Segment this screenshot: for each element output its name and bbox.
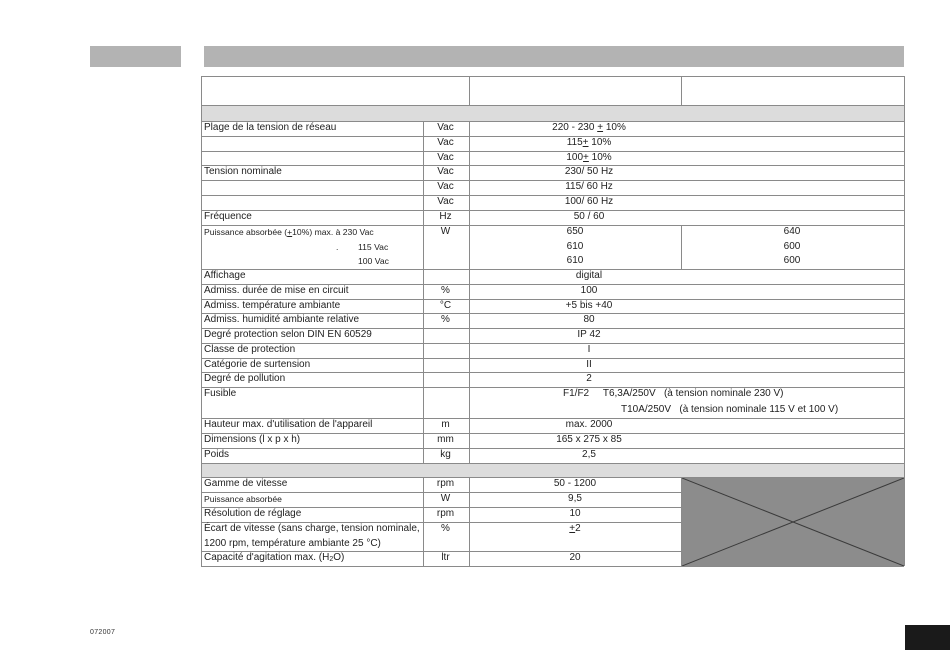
row-label-gamme: Gamme de vitesse <box>204 478 288 489</box>
value-nom-1: 230/ 50 Hz <box>564 166 614 177</box>
value-fusible-2: T10A/250V (à tension nominale 115 V et 100 V) <box>621 404 839 415</box>
unit-ecart: % <box>441 523 450 534</box>
row-label-temperature: Admiss. température ambiante <box>204 300 341 311</box>
row-label-puissance-115: 115 Vac <box>358 242 389 252</box>
value-plage-3: 100+ 10% <box>566 152 612 163</box>
unit-poids: kg <box>440 449 451 460</box>
row-label-puissance-2: Puissance absorbée <box>204 494 282 504</box>
unit-nom-2: Vac <box>437 181 454 192</box>
value-duree: 100 <box>580 285 598 296</box>
unit-temperature: °C <box>439 300 452 311</box>
row-label-frequence: Fréquence <box>204 211 252 222</box>
value-puissance-2: 610 <box>566 241 584 252</box>
value-ecart: +2 <box>569 523 581 534</box>
value-dimensions: 165 x 275 x 85 <box>556 434 622 445</box>
value-puissance-3: 610 <box>566 255 584 266</box>
unit-hauteur: m <box>441 419 450 430</box>
value-puissance-alt-2: 600 <box>783 241 801 252</box>
value-ip: IP 42 <box>577 329 601 340</box>
value-classe: I <box>587 344 591 355</box>
value-poids: 2,5 <box>582 449 596 460</box>
value-capacite: 20 <box>569 552 581 563</box>
row-label-pollution: Degré de pollution <box>204 373 286 384</box>
value-resolution: 10 <box>569 508 581 519</box>
value-affichage: digital <box>575 270 603 281</box>
row-label-hauteur: Hauteur max. d'utilisation de l'appareil <box>204 419 373 430</box>
unit-dimensions: mm <box>437 434 454 445</box>
unit-gamme: rpm <box>436 478 455 489</box>
unit-puissance: W <box>440 226 451 237</box>
section-header-bar <box>204 46 904 67</box>
value-nom-2: 115/ 60 Hz <box>565 181 613 192</box>
row-label-puissance: Puissance absorbée (+10%) max. à 230 Vac <box>204 227 374 237</box>
row-label-ecart-2: 1200 rpm, température ambiante 25 °C) <box>204 538 381 549</box>
value-plage-2: 115+ 10% <box>566 137 612 148</box>
value-plage-1: 220 - 230 + 10% <box>552 122 626 133</box>
value-puissance-alt-3: 600 <box>783 255 801 266</box>
unit-humidite: % <box>441 314 450 325</box>
value-nom-3: 100/ 60 Hz <box>564 196 614 207</box>
row-label-puissance-100: 100 Vac <box>358 256 389 266</box>
value-categorie: II <box>586 359 592 370</box>
unit-puissance-2: W <box>440 493 451 504</box>
value-hauteur: max. 2000 <box>565 419 613 430</box>
section-shade-stirrer <box>201 463 904 477</box>
row-label-humidite: Admiss. humidité ambiante relative <box>204 314 360 325</box>
row-label-classe: Classe de protection <box>204 344 296 355</box>
value-gamme: 50 - 1200 <box>553 478 597 489</box>
unit-plage-2: Vac <box>437 137 454 148</box>
row-label-dimensions: Dimensions (l x p x h) <box>204 434 301 445</box>
row-label-categorie: Catégorie de surtension <box>204 359 311 370</box>
row-label-poids: Poids <box>204 449 230 460</box>
document-code: 072007 <box>90 629 116 636</box>
page-marker <box>905 625 950 650</box>
value-temperature: +5 bis +40 <box>565 300 613 311</box>
row-label-puissance-dot: . <box>336 242 339 252</box>
unit-capacite: ltr <box>441 552 450 563</box>
technical-data-table <box>201 76 904 566</box>
value-puissance-alt-1: 640 <box>783 226 801 237</box>
value-fusible-1: F1/F2 T6,3A/250V (à tension nominale 230 V) <box>563 388 784 399</box>
unit-duree: % <box>441 285 450 296</box>
row-label-affichage: Affichage <box>204 270 246 281</box>
unit-plage-3: Vac <box>437 152 454 163</box>
row-label-fusible: Fusible <box>204 388 237 399</box>
unit-resolution: rpm <box>436 508 455 519</box>
row-label-tension-nominale: Tension nominale <box>204 166 282 177</box>
unit-nom-1: Vac <box>437 166 454 177</box>
value-pollution: 2 <box>586 373 592 384</box>
not-applicable-crossed-box <box>682 478 904 566</box>
value-frequence: 50 / 60 <box>573 211 605 222</box>
row-label-duree: Admiss. durée de mise en circuit <box>204 285 349 296</box>
value-puissance-2b: 9,5 <box>568 493 582 504</box>
value-humidite: 80 <box>583 314 595 325</box>
section-shade-general <box>201 106 904 121</box>
row-label-plage: Plage de la tension de réseau <box>204 122 337 133</box>
unit-frequence: Hz <box>439 211 452 222</box>
row-label-ip: Degré protection selon DIN EN 60529 <box>204 329 372 340</box>
value-puissance-1: 650 <box>566 226 584 237</box>
section-tab-left <box>90 46 181 67</box>
unit-plage-1: Vac <box>437 122 454 133</box>
unit-nom-3: Vac <box>437 196 454 207</box>
row-label-capacite: Capacité d'agitation max. (H2O) <box>204 552 345 563</box>
row-label-resolution: Résolution de réglage <box>204 508 302 519</box>
row-label-ecart-1: Écart de vitesse (sans charge, tension nominale, <box>204 523 420 534</box>
